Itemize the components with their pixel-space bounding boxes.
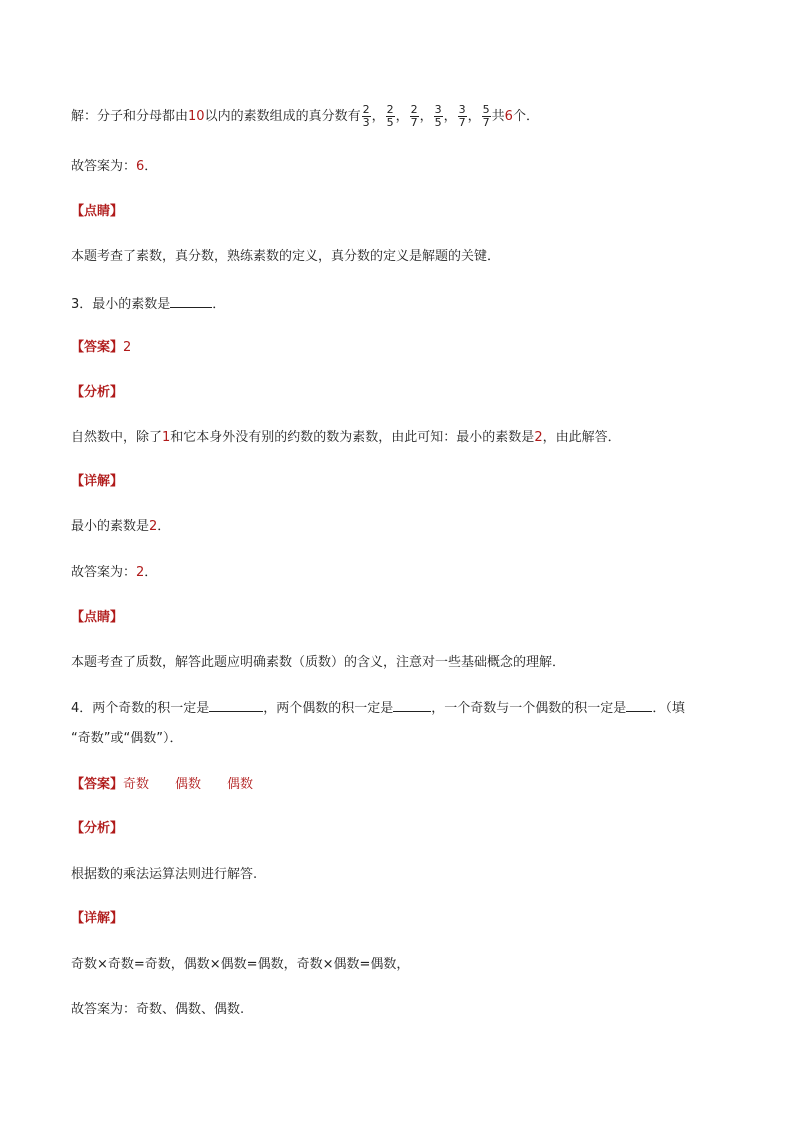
q4-answer-label: 【答案】: [71, 777, 124, 792]
q3-final-answer: [71, 564, 157, 582]
q2-answer-text: 故答案为：: [71, 159, 137, 174]
q4-analysis-label: 【分析】: [71, 821, 124, 836]
separator: ，: [419, 109, 433, 124]
q3-answer-label: 【答案】: [71, 340, 124, 355]
q2-comment-text: 本题考查了素数，真分数，熟练素数的定义，真分数的定义是解题的关键．: [71, 249, 501, 264]
q4-analysis-text: 根据数的乘法运算法则进行解答.: [71, 867, 258, 882]
q4-answer-line: [71, 776, 253, 794]
q3-analysis-number-1: 1: [162, 430, 171, 445]
fraction-4: $\frac{3}{5}$: [434, 103, 442, 129]
q4-final-answer: 故答案为：奇数、偶数、偶数.: [71, 1002, 245, 1017]
q3-analysis-text: [71, 429, 621, 447]
q4-blank-1: [209, 699, 263, 712]
separator: ，: [395, 109, 409, 124]
q4-question-part-a: 4．两个奇数的积一定是: [71, 701, 210, 716]
q3-analysis-number-2: 2: [534, 430, 543, 445]
q2-comment-label: 【点睛】: [71, 204, 124, 219]
separator: ，: [443, 109, 457, 124]
q3-final-value: 2: [136, 565, 145, 580]
q3-analysis-part-b: 和它本身外没有别的约数的数为素数，由此可知：最小的素数是: [170, 430, 535, 445]
q3-comment-text: 本题考查了质数，解答此题应明确素数（质数）的含义，注意对一些基础概念的理解．: [71, 655, 566, 670]
q3-analysis-part-c: ，由此解答．: [542, 430, 621, 445]
separator: ，: [467, 109, 481, 124]
q4-question-part-c: ，一个奇数与一个偶数的积一定是: [431, 701, 627, 716]
fraction-3: $\frac{2}{7}$: [410, 103, 418, 129]
q2-solution-mid: 以内的素数组成的真分数有: [204, 109, 361, 124]
q3-final-end: ．: [144, 565, 158, 580]
q2-solution-line: [71, 104, 539, 129]
q3-detail-label: 【详解】: [71, 474, 124, 489]
q4-answer-1: 奇数: [123, 777, 150, 792]
q3-question-text: 3．最小的素数是: [71, 297, 171, 312]
q2-answer-value: 6: [136, 159, 145, 174]
q3-detail-text: [71, 518, 170, 536]
q3-answer-value: 2: [123, 340, 132, 355]
q2-answer-line: [71, 158, 157, 176]
q4-blank-2: [393, 699, 431, 712]
q4-detail-text: 奇数×奇数=奇数，偶数×偶数=偶数，奇数×偶数=偶数，: [71, 957, 410, 972]
q3-question: [71, 295, 225, 314]
q2-solution-tail-a: 共: [491, 109, 505, 124]
fraction-2: $\frac{2}{5}$: [386, 103, 394, 129]
q4-blank-3: [626, 699, 652, 712]
q3-answer-blank: [170, 295, 212, 308]
q4-question-part-b: ，两个偶数的积一定是: [263, 701, 394, 716]
q3-analysis-part-a: 自然数中，除了: [71, 430, 163, 445]
q3-comment-label: 【点睛】: [71, 610, 124, 625]
fraction-6: $\frac{5}{7}$: [482, 103, 490, 129]
q4-question-line-2: “奇数”或“偶数”）．: [71, 731, 183, 746]
q2-solution-number-10: 10: [188, 109, 205, 124]
q3-detail-end: ．: [157, 519, 171, 534]
q2-solution-lead: 解：分子和分母都由: [71, 109, 189, 124]
q2-solution-count: 6: [504, 109, 513, 124]
q4-question-part-d: ．（填: [652, 701, 685, 716]
q4-detail-label: 【详解】: [71, 911, 124, 926]
q2-answer-end: ．: [144, 159, 158, 174]
q4-answer-2: 偶数: [175, 777, 202, 792]
fraction-1: $\frac{2}{3}$: [362, 103, 370, 129]
q3-detail-value: 2: [149, 519, 158, 534]
q3-final-text: 故答案为：: [71, 565, 137, 580]
q4-answer-3: 偶数: [227, 777, 254, 792]
q3-detail-part-a: 最小的素数是: [71, 519, 150, 534]
q3-question-end: ．: [212, 297, 226, 312]
q3-answer-line: [71, 339, 131, 357]
q3-analysis-label: 【分析】: [71, 385, 124, 400]
separator: ，: [371, 109, 385, 124]
q4-question-line-1: [71, 699, 685, 718]
fraction-5: $\frac{3}{7}$: [458, 103, 466, 129]
q2-solution-tail-b: 个．: [512, 109, 539, 124]
